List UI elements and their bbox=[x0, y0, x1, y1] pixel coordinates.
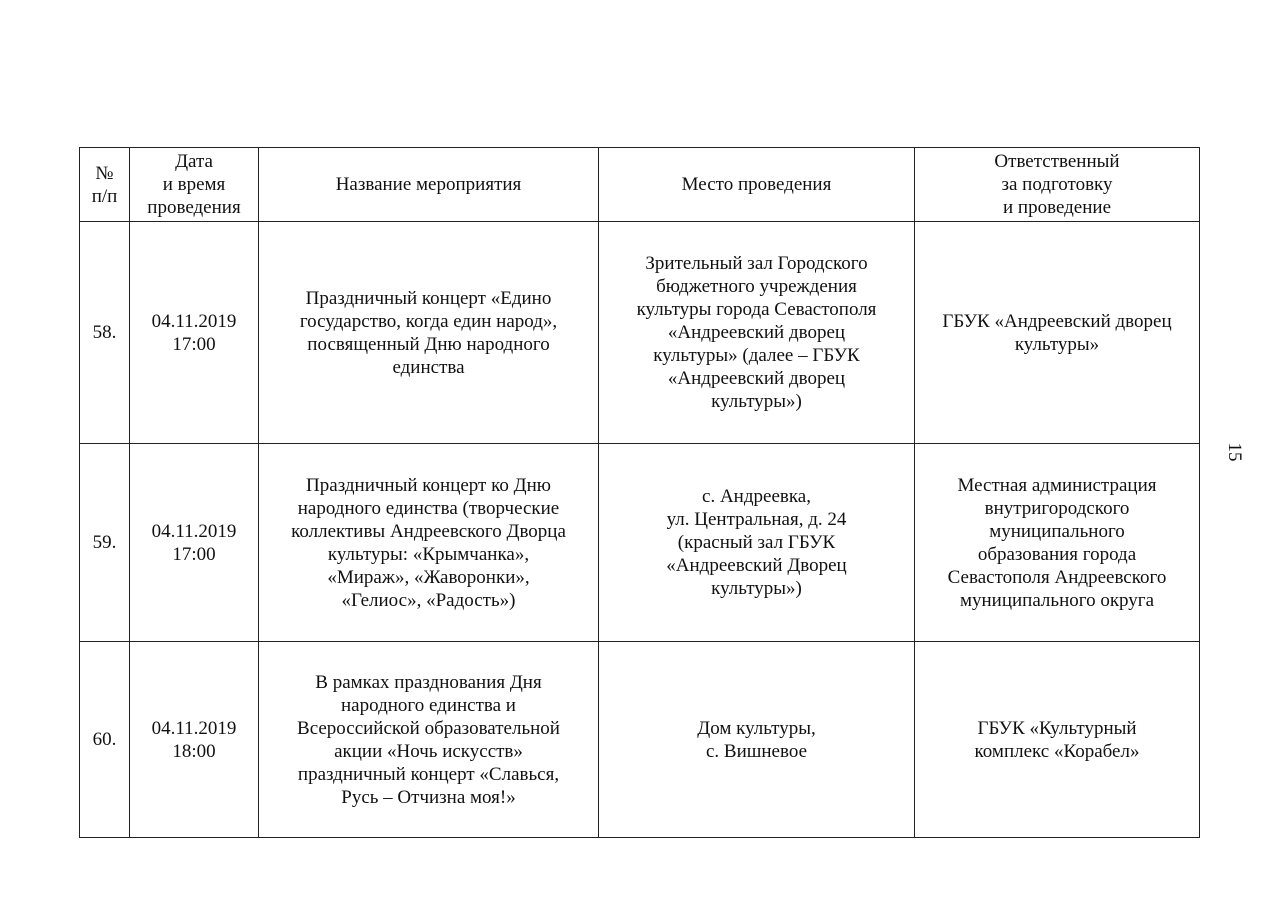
table-row bbox=[80, 222, 1200, 444]
header-number: № п/п bbox=[80, 148, 130, 222]
cell-number: 59. bbox=[80, 444, 130, 642]
cell-event-name: В рамках празднования Дня народного единства и Всероссийской образовательной акции «Ночь искусств» праздничный концерт «Славься, Русь – Отчизна моя!» bbox=[259, 642, 599, 838]
cell-event-name: Праздничный концерт ко Дню народного единства (творческие коллективы Андреевского Дворца культуры: «Крымчанка», «Мираж», «Жаворонки», «Гелиос», «Радость») bbox=[259, 444, 599, 642]
table-row bbox=[80, 444, 1200, 642]
table-row bbox=[80, 642, 1200, 838]
header-datetime: Дата и время проведения bbox=[130, 148, 259, 222]
cell-number: 58. bbox=[80, 222, 130, 444]
header-place: Место проведения bbox=[599, 148, 915, 222]
header-responsible: Ответственный за подготовку и проведение bbox=[915, 148, 1200, 222]
cell-responsible: Местная администрация внутригородского муниципального образования города Севастополя Андреевского муниципального округа bbox=[915, 444, 1200, 642]
cell-place: Зрительный зал Городского бюджетного учреждения культуры города Севастополя «Андреевский дворец культуры» (далее – ГБУК «Андреевский дворец культуры») bbox=[599, 222, 915, 444]
events-table bbox=[79, 147, 1200, 838]
cell-responsible: ГБУК «Андреевский дворец культуры» bbox=[915, 222, 1200, 444]
cell-datetime: 04.11.2019 18:00 bbox=[130, 642, 259, 838]
header-event-name: Название мероприятия bbox=[259, 148, 599, 222]
cell-number: 60. bbox=[80, 642, 130, 838]
cell-place: Дом культуры, с. Вишневое bbox=[599, 642, 915, 838]
page-number: 15 bbox=[1224, 442, 1245, 462]
cell-event-name: Праздничный концерт «Едино государство, когда един народ», посвященный Дню народного единства bbox=[259, 222, 599, 444]
cell-datetime: 04.11.2019 17:00 bbox=[130, 444, 259, 642]
cell-datetime: 04.11.2019 17:00 bbox=[130, 222, 259, 444]
cell-place: с. Андреевка, ул. Центральная, д. 24 (красный зал ГБУК «Андреевский Дворец культуры») bbox=[599, 444, 915, 642]
table-header-row bbox=[80, 148, 1200, 222]
cell-responsible: ГБУК «Культурный комплекс «Корабел» bbox=[915, 642, 1200, 838]
